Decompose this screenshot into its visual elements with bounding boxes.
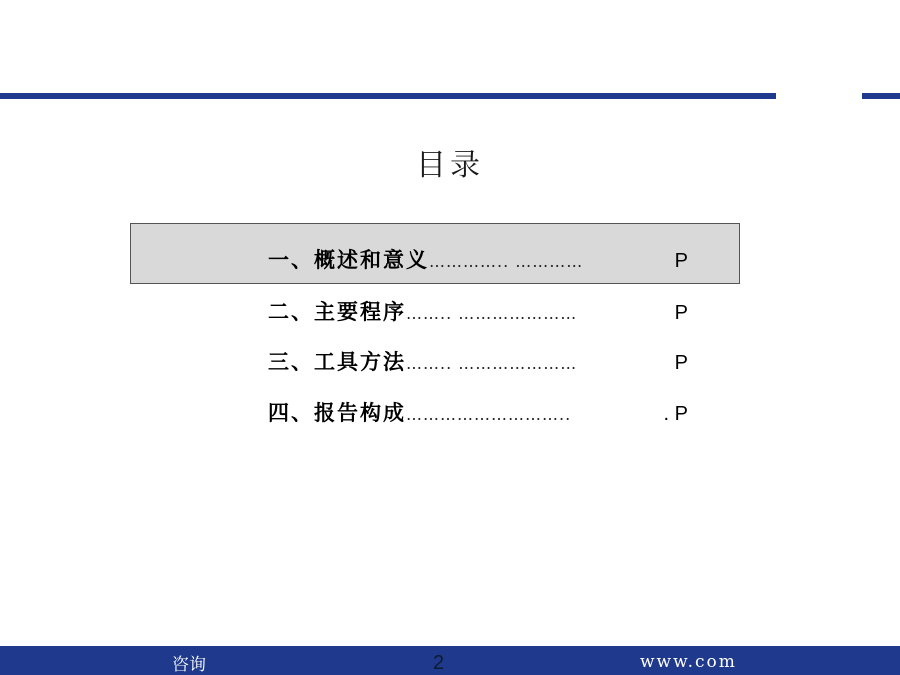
page-number: 2	[433, 652, 445, 674]
header-rule-accent	[862, 93, 900, 99]
footer-brand: 咨询	[172, 655, 206, 675]
footer-bar	[0, 646, 900, 675]
toc-item-leader: ………….. …………	[429, 252, 584, 271]
toc-item-tools[interactable]	[268, 346, 688, 378]
header-rule	[0, 93, 776, 99]
page-title: 目录	[416, 148, 484, 183]
toc-item-procedure[interactable]	[268, 296, 688, 328]
toc-item-page: P	[674, 352, 688, 374]
toc-item-overview[interactable]	[268, 244, 688, 276]
toc-item-label: 二、主要程序	[268, 300, 406, 324]
toc-item-leader: …….. …………………	[406, 304, 578, 323]
toc-item-page: . P	[663, 403, 688, 425]
toc-item-label: 一、概述和意义	[268, 248, 429, 272]
toc-item-leader: …….. …………………	[406, 354, 578, 373]
footer-url[interactable]: www.com	[640, 652, 737, 672]
toc-item-label: 三、工具方法	[268, 350, 406, 374]
toc-item-report[interactable]	[268, 397, 688, 429]
toc-item-page: P	[674, 250, 688, 272]
toc-item-leader: ………………………..	[406, 405, 572, 424]
toc-item-label: 四、报告构成	[268, 401, 406, 425]
toc-item-page: P	[674, 302, 688, 324]
